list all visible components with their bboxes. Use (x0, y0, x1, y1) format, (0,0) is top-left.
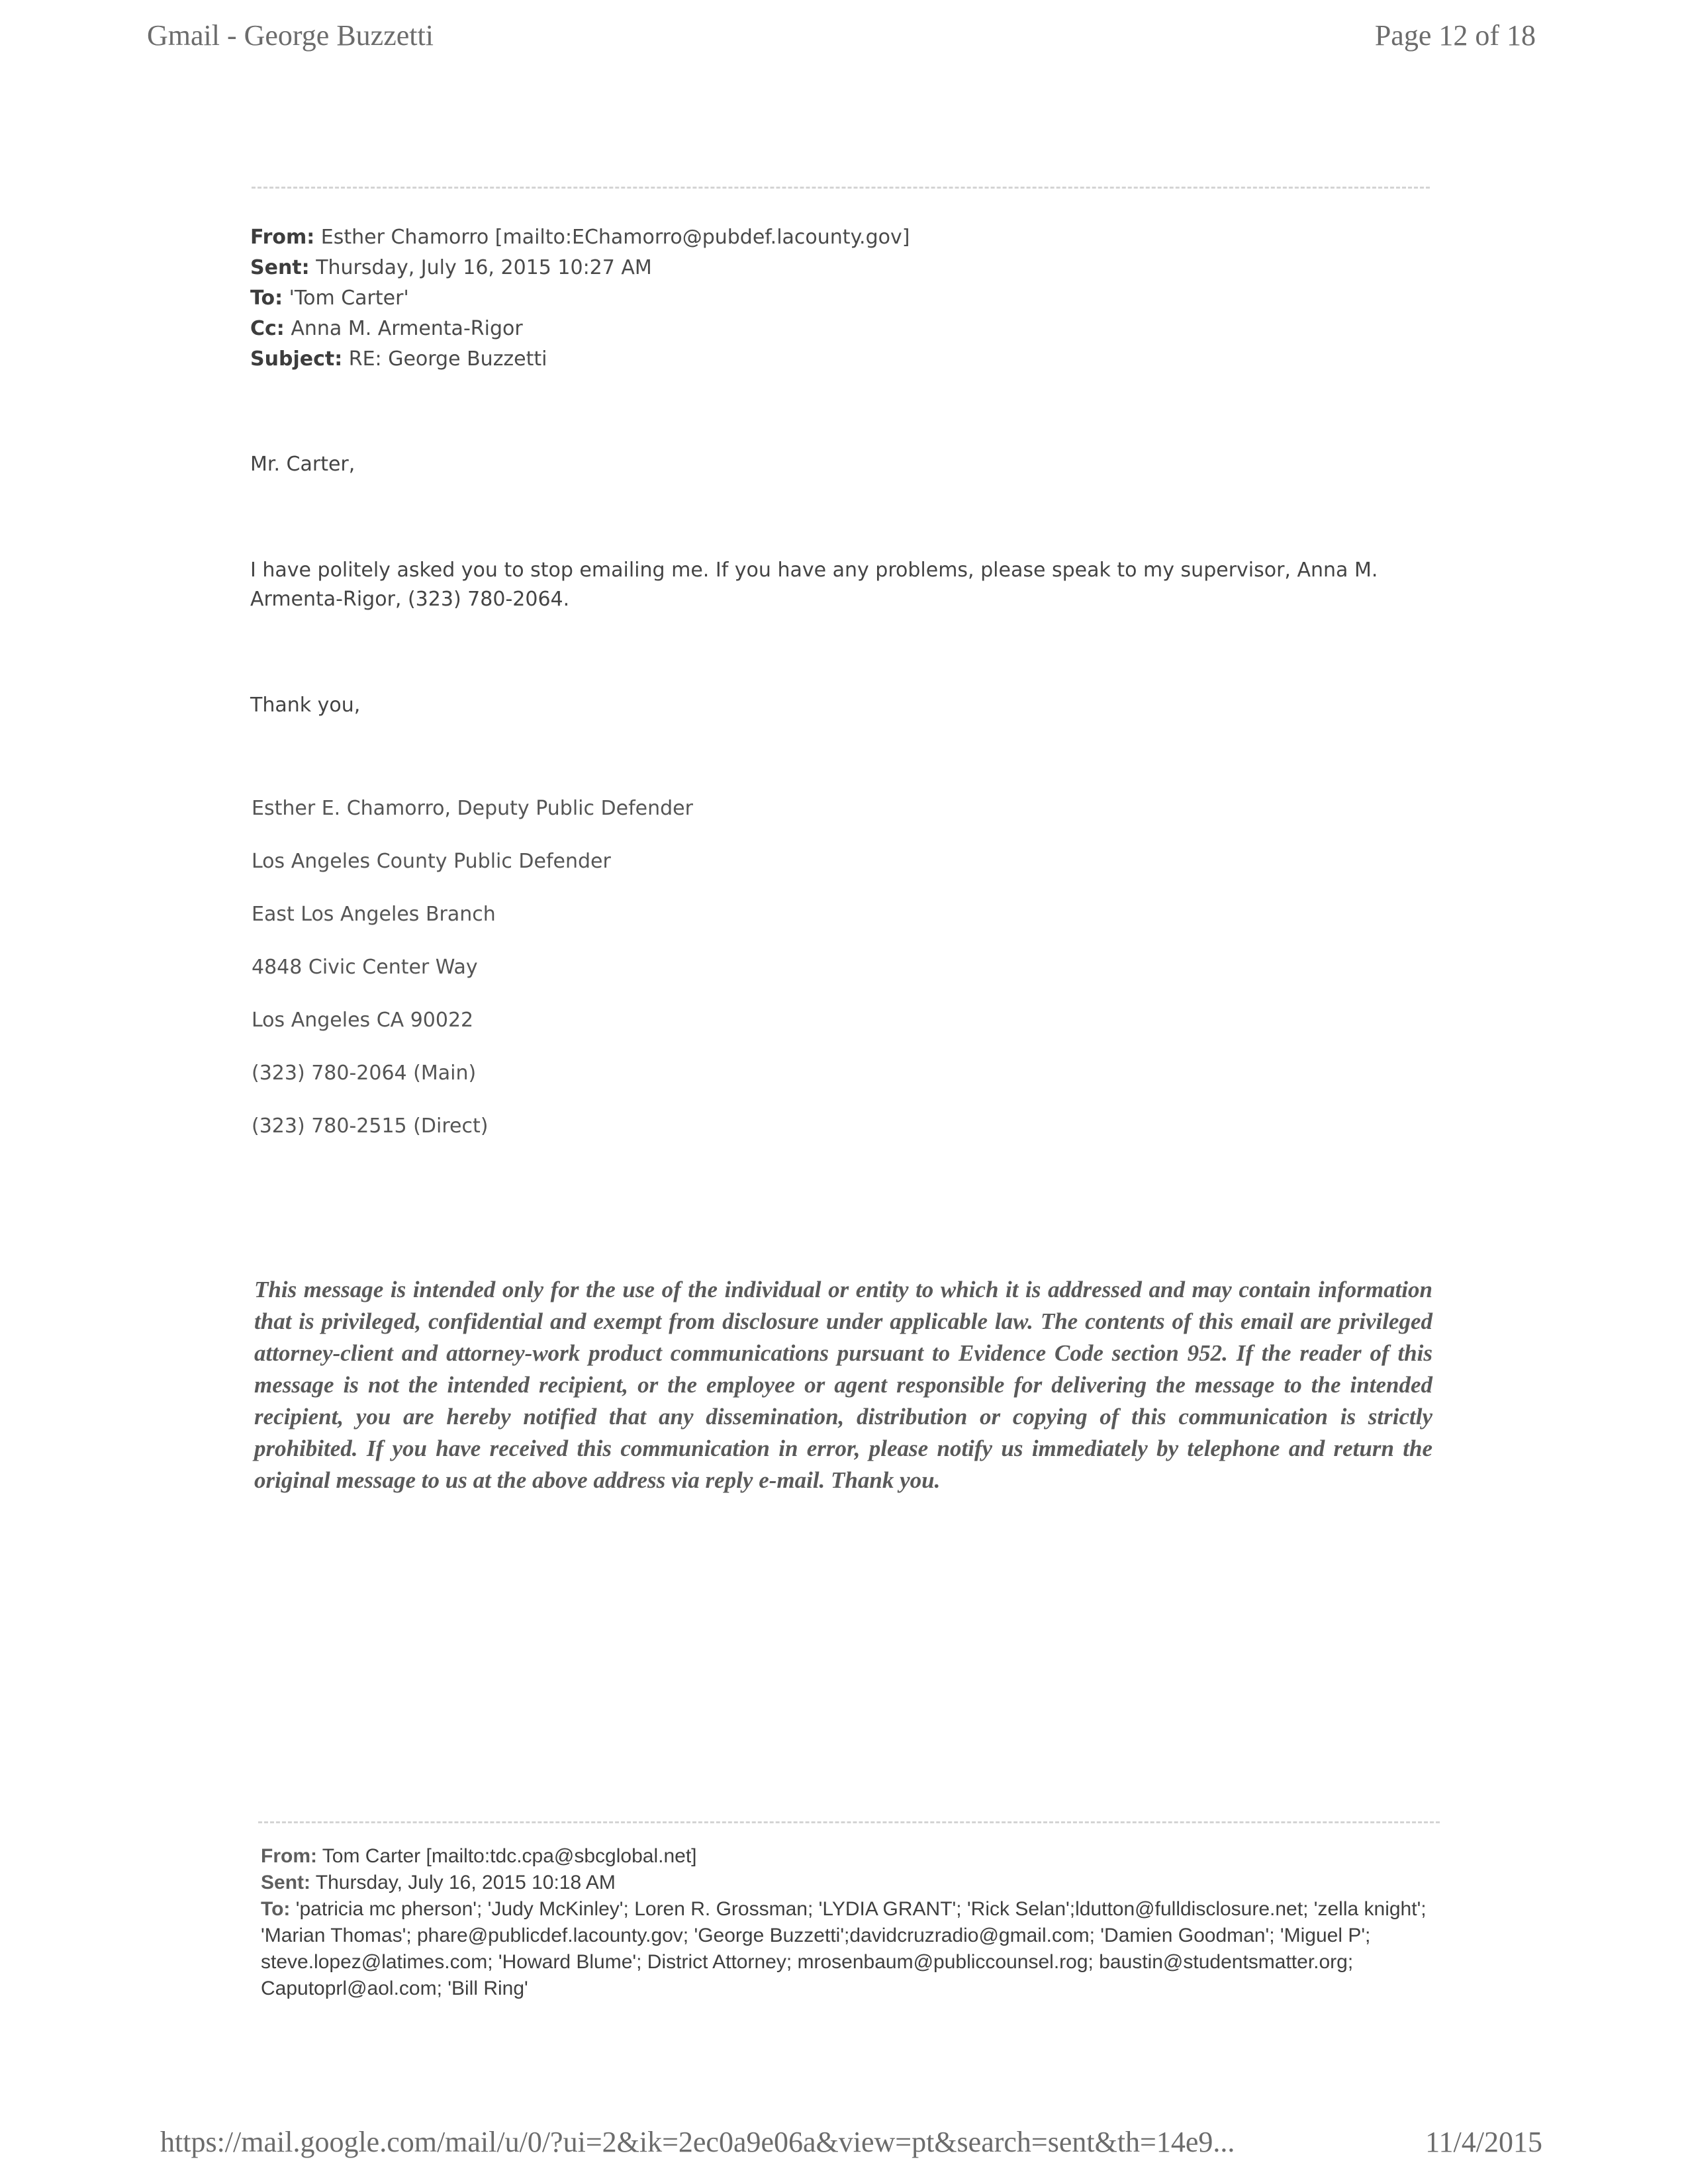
signature-line: (323) 780-2064 (Main) (252, 1062, 477, 1085)
email-body: I have politely asked you to stop emailing me. If you have any problems, please speak to my supervisor, Anna M. Armenta-Rigor, (323) 780-2064. (250, 559, 1378, 611)
email-header-2 (261, 1843, 1439, 2002)
page-number: Page 12 of 18 (1374, 19, 1536, 52)
page-header-title: Gmail - George Buzzetti (147, 19, 434, 52)
cc-line: Cc: Anna M. Armenta-Rigor (250, 317, 523, 340)
divider-bottom (258, 1821, 1440, 1823)
signature-line: East Los Angeles Branch (252, 903, 496, 926)
signature-line: (323) 780-2515 (Direct) (252, 1115, 489, 1138)
from-line: From: Esther Chamorro [mailto:EChamorro@pubdef.lacounty.gov] (250, 226, 910, 249)
signature-line: Esther E. Chamorro, Deputy Public Defender (252, 797, 693, 820)
sent-value: Thursday, July 16, 2015 10:27 AM (316, 256, 652, 279)
from-line: From: Tom Carter [mailto:tdc.cpa@sbcglobal.net] (261, 1845, 697, 1867)
to-line: To: 'Tom Carter' (250, 287, 409, 310)
signature-line: Los Angeles CA 90022 (252, 1009, 474, 1032)
greeting: Mr. Carter, (250, 453, 355, 476)
to-value: 'patricia mc pherson'; 'Judy McKinley'; Loren R. Grossman; 'LYDIA GRANT'; 'Rick Selan';ldutton@fulldisclosure.net; 'zella knight'; 'Marian Thomas'; phare@publicdef.lacounty.gov; 'George Buzzetti';davidcruzradio@gmail.com; 'Damien Goodman'; 'Miguel P'; steve.lopez@latimes.com; 'Howard Blume'; District Attorney; mrosenbaum@publiccounsel.rog; baustin@studentsmatter.org; Caputoprl@aol.com; 'Bill Ring' (261, 1898, 1427, 1999)
sent-line: Sent: Thursday, July 16, 2015 10:27 AM (250, 256, 652, 279)
email-header-1 (250, 222, 910, 375)
to-value: 'Tom Carter' (289, 287, 409, 310)
signature-line: 4848 Civic Center Way (252, 956, 478, 979)
to-line: To: 'patricia mc pherson'; 'Judy McKinley'; Loren R. Grossman; 'LYDIA GRANT'; 'Rick Selan';ldutton@fulldisclosure.net; 'zella knight'; 'Marian Thomas'; phare@publicdef.lacounty.gov; 'George Buzzetti';davidcruzradio@gmail.com; 'Damien Goodman'; 'Miguel P'; steve.lopez@latimes.com; 'Howard Blume'; District Attorney; mrosenbaum@publiccounsel.rog; baustin@studentsmatter.org; Caputoprl@aol.com; 'Bill Ring' (261, 1898, 1427, 1999)
sent-line: Sent: Thursday, July 16, 2015 10:18 AM (261, 1872, 616, 1893)
subject-line: Subject: RE: George Buzzetti (250, 347, 547, 371)
from-value: Tom Carter [mailto:tdc.cpa@sbcglobal.net] (322, 1845, 697, 1867)
closing: Thank you, (250, 694, 361, 717)
from-value: Esther Chamorro [mailto:EChamorro@pubdef.lacounty.gov] (320, 226, 910, 249)
footer-date: 11/4/2015 (1425, 2126, 1542, 2158)
signature-line: Los Angeles County Public Defender (252, 850, 611, 873)
confidentiality-disclaimer: This message is intended only for the use of the individual or entity to which it is addressed and may contain information that is privileged, confidential and exempt from disclosure under applicable law. The contents of this email are privileged attorney-client and attorney-work product communications pursuant to Evidence Code section 952. If the reader of this message is not the intended recipient, or the employee or agent responsible for delivering the message to the intended recipient, you are hereby notified that any dissemination, distribution or copying of this communication is strictly prohibited. If you have received this communication in error, please notify us immediately by telephone and return the original message to us at the above address via reply e-mail. Thank you. (254, 1277, 1432, 1493)
cc-value: Anna M. Armenta-Rigor (291, 317, 523, 340)
subject-value: RE: George Buzzetti (348, 347, 547, 371)
divider-top (252, 187, 1430, 189)
footer-url: https://mail.google.com/mail/u/0/?ui=2&ik=2ec0a9e06a&view=pt&search=sent&th=14e9... (160, 2126, 1235, 2158)
sent-value: Thursday, July 16, 2015 10:18 AM (315, 1872, 616, 1893)
